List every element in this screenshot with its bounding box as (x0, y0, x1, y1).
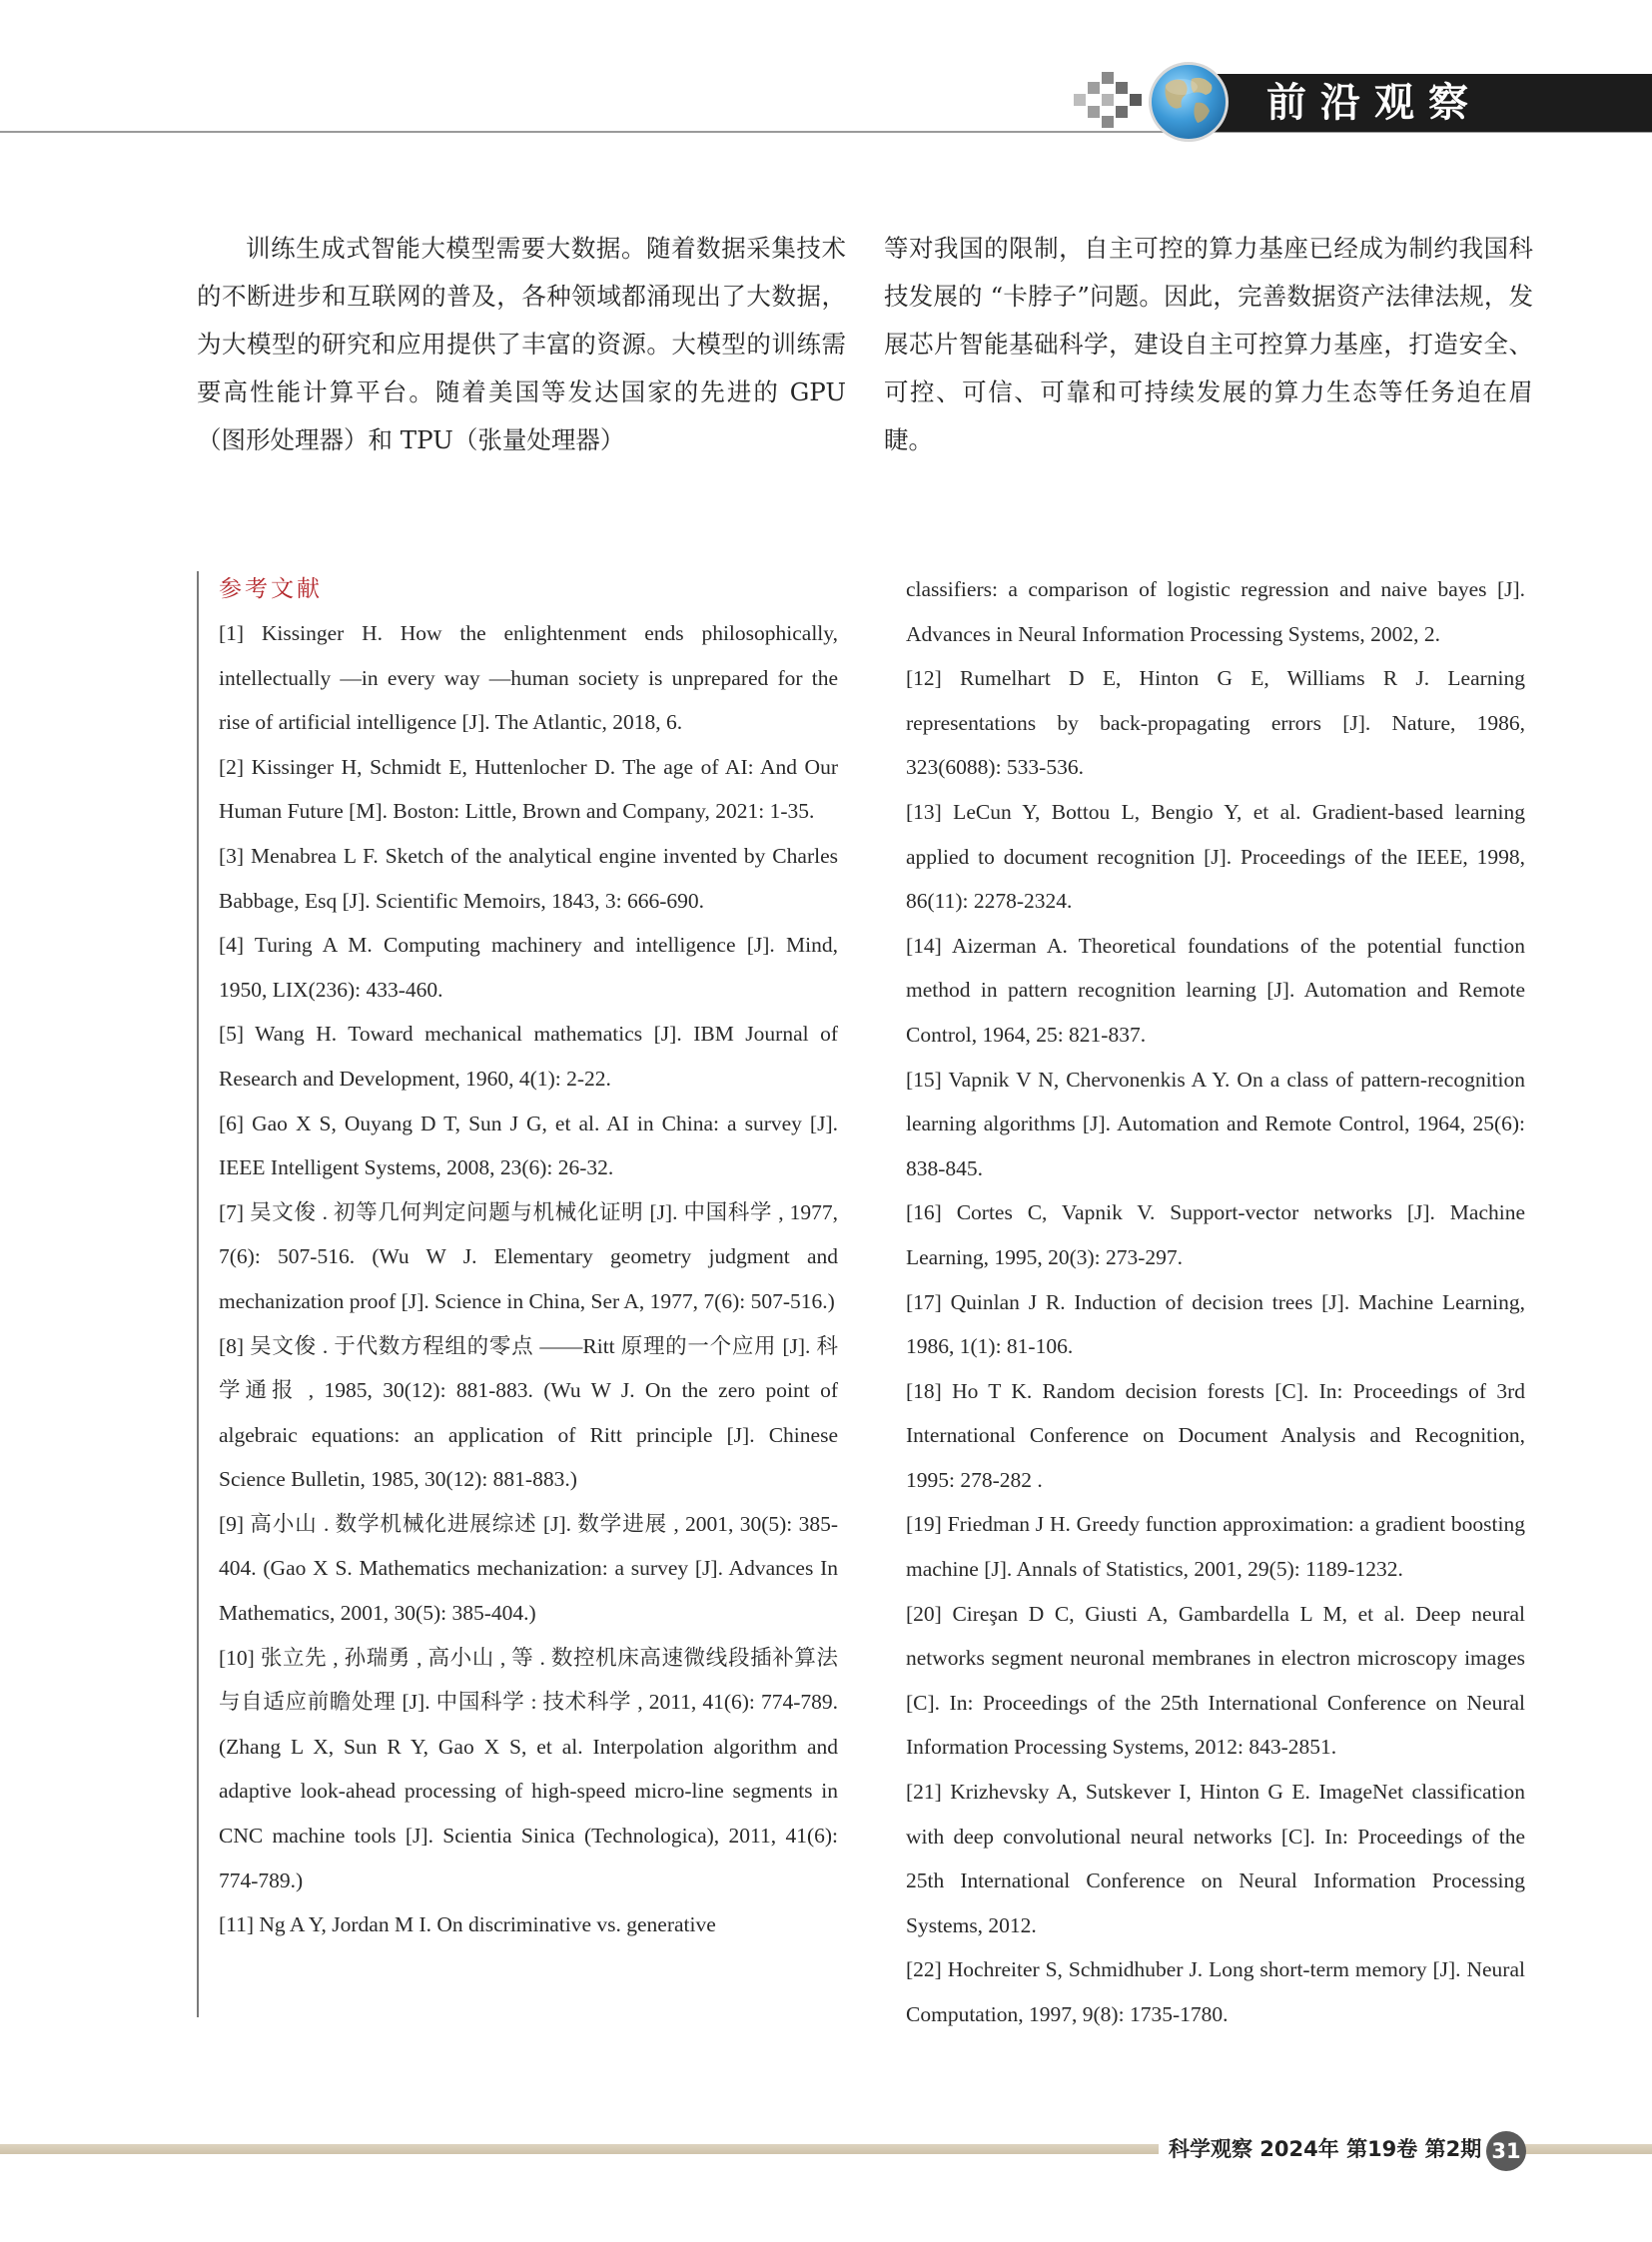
reference-item: classifiers: a comparison of logistic regression and naive bayes [J]. Advances in Neural Information Processing Systems, 2002, 2. (906, 577, 1525, 646)
reference-item: [1] Kissinger H. How the enlightenment ends philosophically, intellectually —in every way —human society is unprepared for the rise of artificial intelligence [J]. The Atlantic, 2018, 6. (219, 621, 838, 735)
reference-item: [13] LeCun Y, Bottou L, Bengio Y, et al. Gradient-based learning applied to document recognition [J]. Proceedings of the IEEE, 1998, 86(11): 2278-2324. (906, 799, 1525, 914)
reference-item: [2] Kissinger H, Schmidt E, Huttenlocher D. The age of AI: And Our Human Future [M]. Boston: Little, Brown and Company, 2021: 1-35. (219, 754, 838, 824)
references-heading: 参考文献 (219, 576, 323, 602)
reference-item: [18] Ho T K. Random decision forests [C]. In: Proceedings of 3rd International Conference on Document Analysis and Recognition, 1995: 278-282 . (906, 1378, 1525, 1492)
references-divider (197, 571, 199, 2017)
globe-icon (1149, 62, 1229, 142)
reference-item: [4] Turing A M. Computing machinery and intelligence [J]. Mind, 1950, LIX(236): 433-460. (219, 933, 838, 1002)
body-paragraph: 训练生成式智能大模型需要大数据。随着数据采集技术的不断进步和互联网的普及，各种领域都涌现出了大数据，为大模型的研究和应用提供了丰富的资源。大模型的训练需要高性能计算平台。随着美国等发达国家的先进的 GPU（图形处理器）和 TPU（张量处理器） (197, 234, 846, 454)
checker-pattern-icon (1074, 72, 1144, 128)
section-title: 前沿观察 (1266, 80, 1482, 126)
reference-item: [20] Cireşan D C, Giusti A, Gambardella L M, et al. Deep neural networks segment neuronal membranes in electron microscopy images [C]. In: Proceedings of the 25th International Conference on Neural Information Processing Systems, 2012: 843-2851. (906, 1601, 1525, 1760)
reference-item: [5] Wang H. Toward mechanical mathematics [J]. IBM Journal of Research and Development, 1960, 4(1): 2-22. (219, 1022, 838, 1091)
reference-item: [9] 高小山 . 数学机械化进展综述 [J]. 数学进展 , 2001, 30(5): 385-404. (Gao X S. Mathematics mechanization: a survey [J]. Advances In Mathematics, 2001, 30(5): 385-404.) (219, 1511, 838, 1626)
reference-item: [6] Gao X S, Ouyang D T, Sun J G, et al. AI in China: a survey [J]. IEEE Intelligent Systems, 2008, 23(6): 26-32. (219, 1111, 838, 1180)
journal-info: 科学观察 2024年 第19卷 第2期 (1159, 2130, 1491, 2168)
reference-item: [22] Hochreiter S, Schmidhuber J. Long short-term memory [J]. Neural Computation, 1997, 9(8): 1735-1780. (906, 1957, 1525, 2026)
reference-item: [7] 吴文俊 . 初等几何判定问题与机械化证明 [J]. 中国科学 , 1977, 7(6): 507-516. (Wu W J. Elementary geometry judgment and mechanization proof [J]. Science in China, Ser A, 1977, 7(6): 507-516.) (219, 1199, 838, 1313)
reference-item: [10] 张立先 , 孙瑞勇 , 高小山 , 等 . 数控机床高速微线段插补算法与自适应前瞻处理 [J]. 中国科学 : 技术科学 , 2011, 41(6): 774-789. (Zhang L X, Sun R Y, Gao X S, et al. Interpolation algorithm and adaptive look-ahead processing of high-speed micro-line segments in CNC machine tools [J]. Scientia Sinica (Technologica), 2011, 41(6): 774-789.) (219, 1645, 838, 1892)
body-paragraph: 等对我国的限制，自主可控的算力基座已经成为制约我国科技发展的 “卡脖子”问题。因此，完善数据资产法律法规，发展芯片智能基础科学，建设自主可控算力基座，打造安全、可控、可信、可靠和可持续发展的算力生态等任务迫在眉睫。 (884, 234, 1533, 454)
body-column-left (197, 225, 846, 464)
references-column-left (219, 567, 838, 1947)
reference-item: [14] Aizerman A. Theoretical foundations of the potential function method in pattern recognition learning [J]. Automation and Remote Control, 1964, 25: 821-837. (906, 933, 1525, 1047)
reference-item: [11] Ng A Y, Jordan M I. On discriminative vs. generative (219, 1912, 716, 1937)
reference-item: [21] Krizhevsky A, Sutskever I, Hinton G E. ImageNet classification with deep convolutional neural networks [C]. In: Proceedings of the 25th International Conference on Neural Information Processing Systems, 2012. (906, 1780, 1525, 1937)
reference-item: [16] Cortes C, Vapnik V. Support-vector networks [J]. Machine Learning, 1995, 20(3): 273-297. (906, 1200, 1525, 1269)
body-column-right (884, 225, 1533, 464)
references-column-right (906, 567, 1525, 2037)
reference-item: [17] Quinlan J R. Induction of decision trees [J]. Machine Learning, 1986, 1(1): 81-106. (906, 1289, 1525, 1359)
reference-item: [12] Rumelhart D E, Hinton G E, Williams R J. Learning representations by back-propagating errors [J]. Nature, 1986, 323(6088): 533-536. (906, 666, 1525, 780)
page-number: 31 (1486, 2131, 1526, 2171)
reference-item: [3] Menabrea L F. Sketch of the analytical engine invented by Charles Babbage, Esq [J]. Scientific Memoirs, 1843, 3: 666-690. (219, 843, 838, 913)
reference-item: [19] Friedman J H. Greedy function approximation: a gradient boosting machine [J]. Annals of Statistics, 2001, 29(5): 1189-1232. (906, 1512, 1525, 1582)
reference-item: [8] 吴文俊 . 于代数方程组的零点 ——Ritt 原理的一个应用 [J]. 科学通报 , 1985, 30(12): 881-883. (Wu W J. On the zero point of algebraic equations: an application of Ritt principle [J]. Chinese Science Bulletin, 1985, 30(12): 881-883.) (219, 1333, 838, 1492)
reference-item: [15] Vapnik V N, Chervonenkis A Y. On a class of pattern-recognition learning algorithms [J]. Automation and Remote Control, 1964, 25(6): 838-845. (906, 1067, 1525, 1180)
